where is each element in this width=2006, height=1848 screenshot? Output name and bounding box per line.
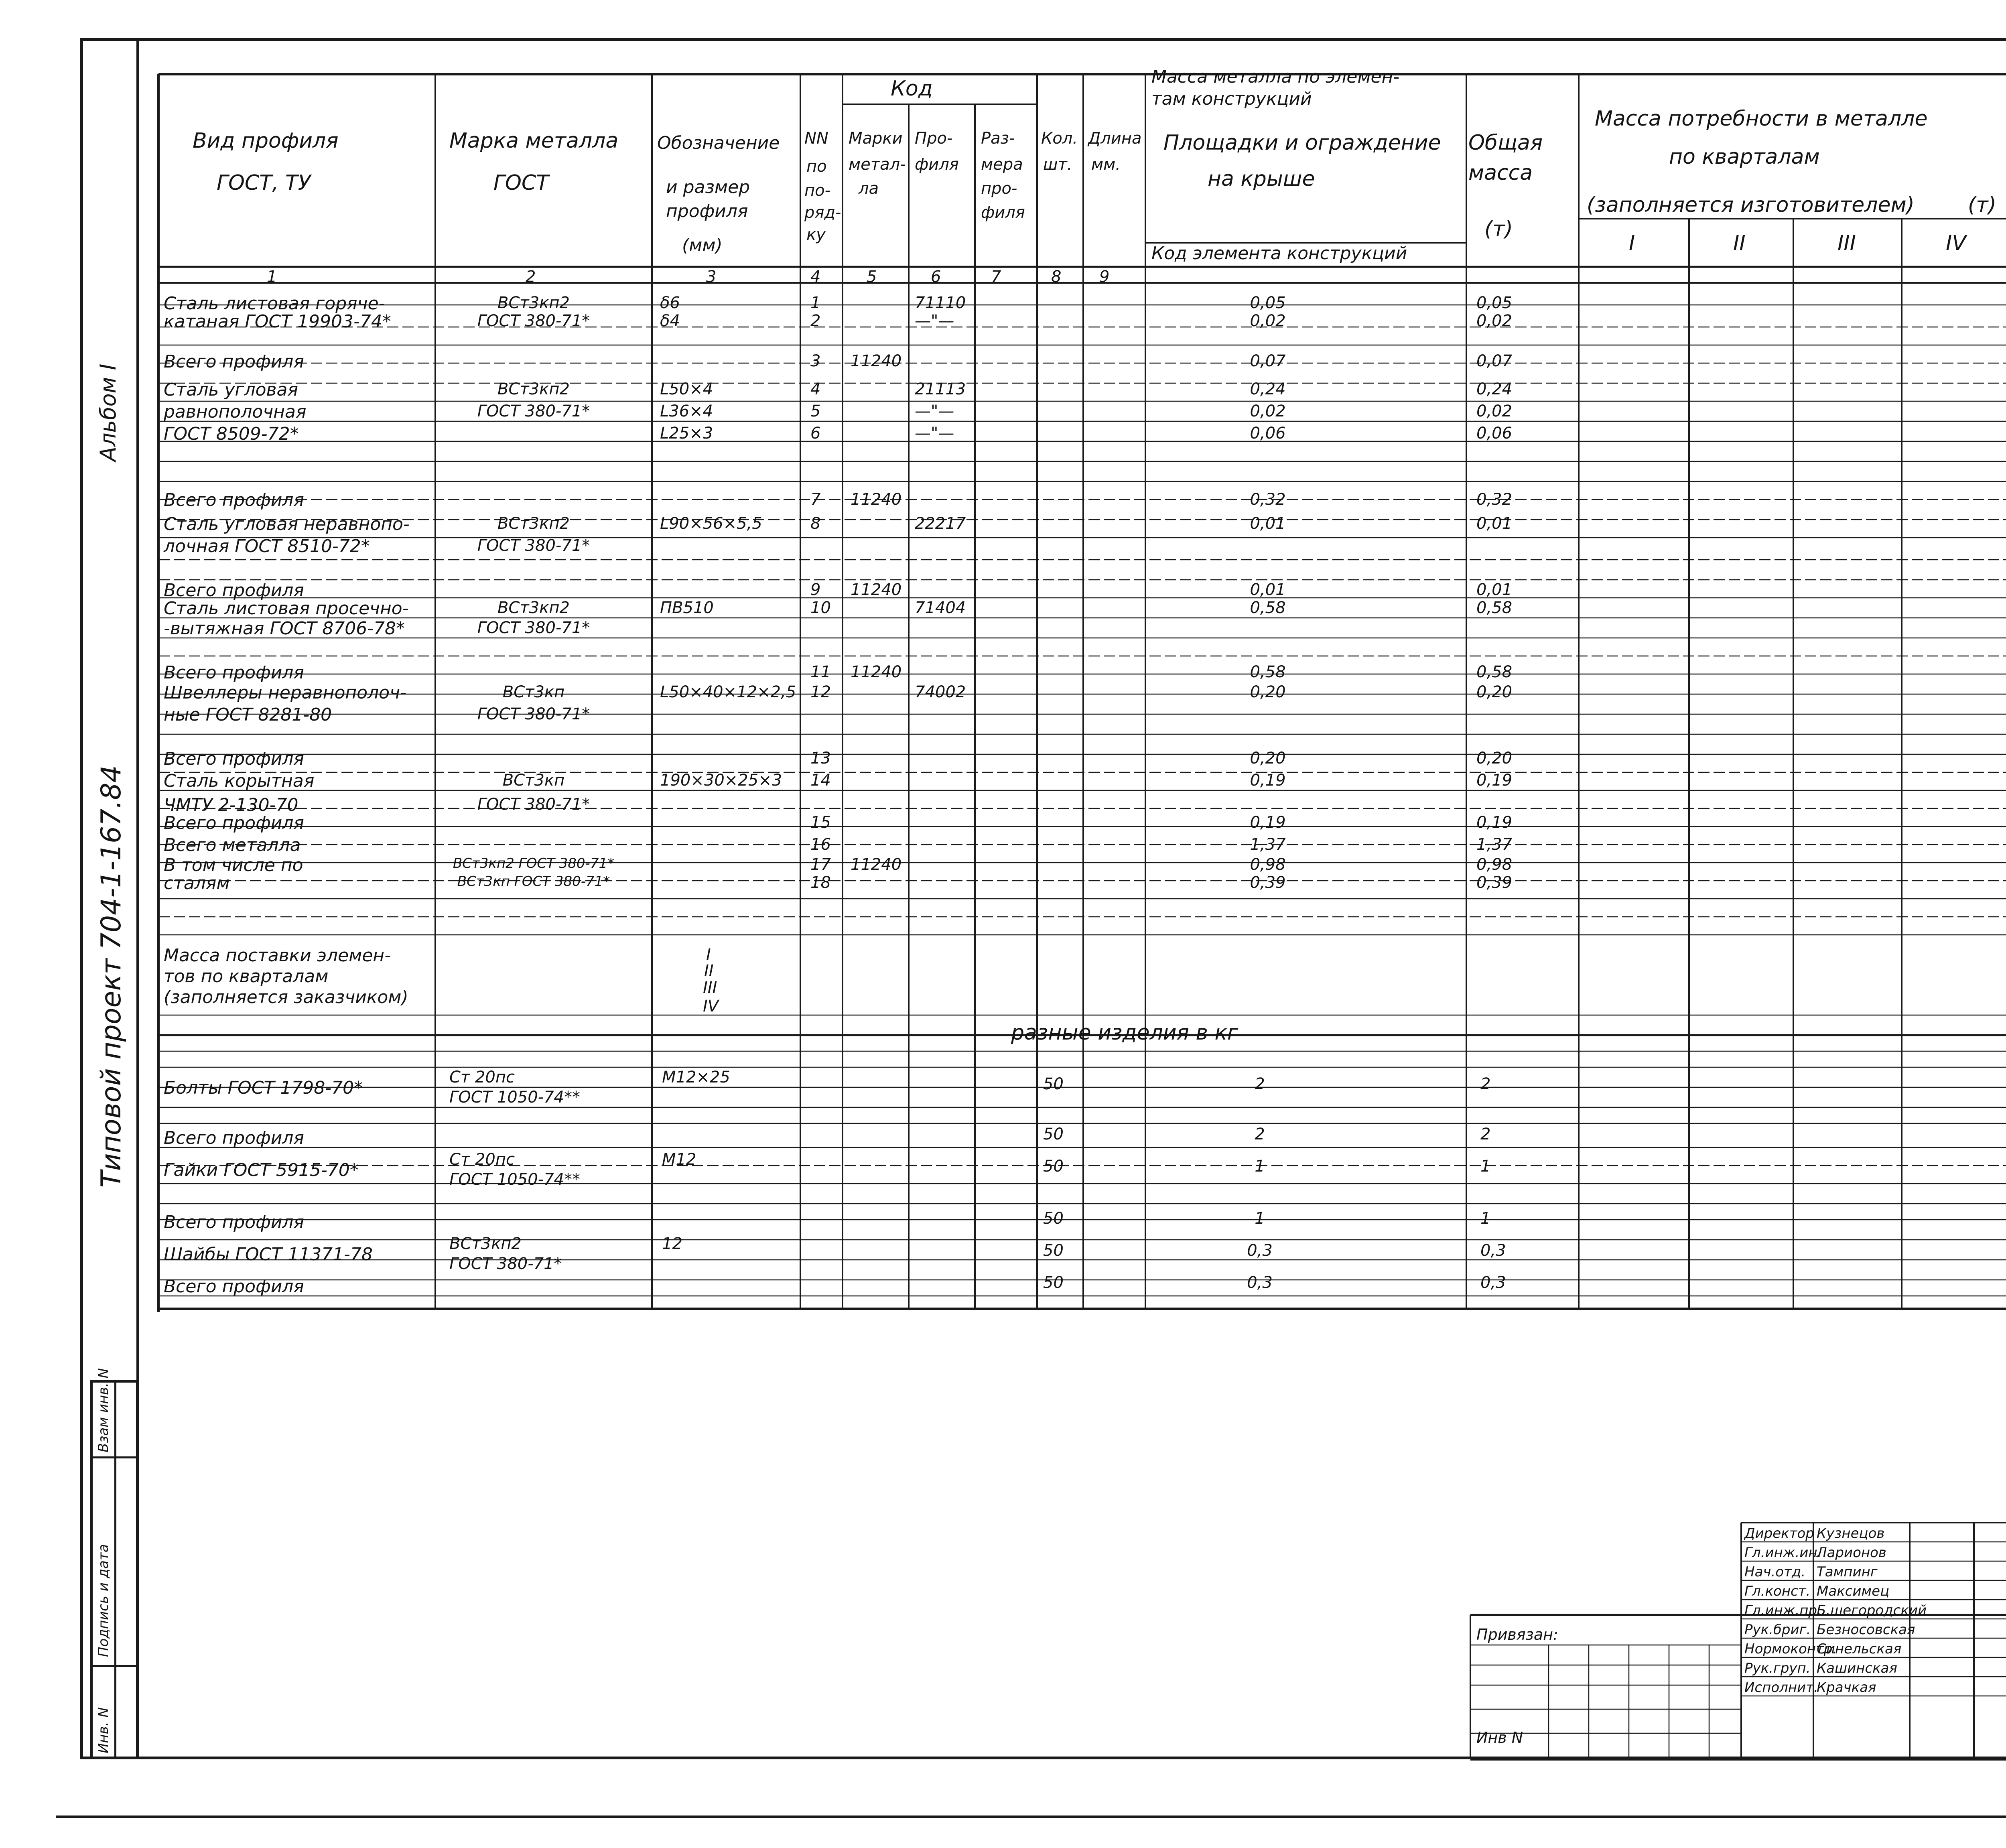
item-kol: 50 bbox=[1043, 1241, 1064, 1260]
hdr-kod-prof-1: Про- bbox=[915, 129, 953, 148]
row-marka: ГОСТ 380-71* bbox=[477, 312, 590, 330]
item-oboznachenie: М12×25 bbox=[662, 1068, 730, 1086]
row-vid: Всего профиля bbox=[164, 813, 304, 833]
staff-name: Максимец bbox=[1817, 1583, 1890, 1599]
row-marka: ГОСТ 380-71* bbox=[477, 795, 590, 814]
hdr-oboz-2: и размер bbox=[666, 177, 750, 197]
row-total: 1,37 bbox=[1476, 835, 1513, 854]
privyazan-label: Привязан: bbox=[1476, 1626, 1558, 1643]
hdr-dlina-2: мм. bbox=[1091, 155, 1121, 174]
hdr-kod-razm-4: филя bbox=[981, 203, 1025, 222]
delivery-q1: I bbox=[706, 946, 711, 964]
row-oboznachenie: δ6 bbox=[660, 294, 680, 312]
colnum-8: 8 bbox=[1051, 268, 1062, 286]
item-kol: 50 bbox=[1043, 1157, 1064, 1176]
row-total: 0,20 bbox=[1476, 683, 1513, 701]
staff-name: Б.шегородский bbox=[1817, 1602, 1927, 1619]
hdr-marka-1: Марка металла bbox=[449, 129, 619, 153]
hdr-nn-4: ряд- bbox=[804, 203, 841, 222]
row-kod-marki: 11240 bbox=[851, 490, 902, 509]
hdr-nn-5: ку bbox=[806, 225, 826, 244]
row-mass: 0,06 bbox=[1250, 424, 1286, 443]
razn-izdeliya-heading: разные изделия в кг bbox=[1011, 1021, 1239, 1045]
row-vid: Швеллеры неравнополоч- bbox=[164, 682, 406, 703]
row-marka: ВСт3кп2 bbox=[497, 294, 570, 312]
row-marka: ГОСТ 380-71* bbox=[477, 536, 590, 555]
row-oboznachenie: δ4 bbox=[660, 312, 680, 330]
item-vid: Болты ГОСТ 1798-70* bbox=[164, 1078, 363, 1098]
row-oboznachenie: L50×40×12×2,5 bbox=[660, 683, 796, 701]
hdr-marka-2: ГОСТ bbox=[493, 171, 549, 195]
hdr-massa-potr-2: по кварталам bbox=[1669, 145, 1820, 169]
hdr-vid-2: ГОСТ, ТУ bbox=[217, 171, 311, 195]
row-nn: 3 bbox=[810, 352, 821, 370]
hdr-kol-2: шт. bbox=[1043, 155, 1072, 174]
hdr-kod-prof-2: филя bbox=[915, 155, 959, 174]
hdr-obshaya-1: Общая bbox=[1468, 131, 1543, 155]
item-marka-gost: ГОСТ 1050-74** bbox=[449, 1088, 580, 1107]
delivery-line-1: Масса поставки элемен- bbox=[164, 945, 391, 966]
hdr-kod-razm-1: Раз- bbox=[981, 129, 1015, 148]
row-total: 0,58 bbox=[1476, 663, 1513, 681]
staff-role: Гл.инж.пр. bbox=[1744, 1602, 1821, 1619]
project-label: Типовой проект 704-1-167.84 bbox=[95, 765, 127, 1188]
row-mass: 0,02 bbox=[1250, 402, 1286, 420]
colnum-3: 3 bbox=[706, 268, 717, 286]
row-marka: ВСт3кп2 bbox=[497, 380, 570, 398]
item-marka: Ст 20пс bbox=[449, 1150, 515, 1169]
row-kod-profilya: 21113 bbox=[915, 380, 966, 398]
row-vid: Всего профиля bbox=[164, 351, 304, 372]
row-vid: Сталь угловая неравнопо- bbox=[164, 514, 410, 534]
row-nn: 15 bbox=[810, 813, 831, 832]
row-mass: 0,01 bbox=[1250, 514, 1286, 533]
row-nn: 9 bbox=[810, 581, 821, 599]
staff-name: Крачкая bbox=[1817, 1679, 1876, 1696]
row-nn: 18 bbox=[810, 873, 831, 892]
hdr-massa-el-1: Масса металла по элемен- bbox=[1151, 67, 1400, 87]
row-vid: В том числе по bbox=[164, 855, 303, 875]
item-mass: 0,3 bbox=[1247, 1241, 1273, 1260]
row-mass: 0,98 bbox=[1250, 855, 1286, 874]
item-total: 1 bbox=[1480, 1209, 1491, 1228]
hdr-q1: I bbox=[1629, 231, 1635, 255]
row-marka: ВСт3кп2 bbox=[497, 514, 570, 533]
staff-name: Кашинская bbox=[1817, 1660, 1897, 1676]
row-total: 0,01 bbox=[1476, 581, 1513, 599]
row-nn: 8 bbox=[810, 514, 821, 533]
delivery-line-3: (заполняется заказчиком) bbox=[164, 987, 408, 1007]
row-total: 0,19 bbox=[1476, 771, 1513, 790]
row-oboznachenie: L36×4 bbox=[660, 402, 713, 420]
row-vid: Сталь корытная bbox=[164, 771, 315, 791]
item-kol: 50 bbox=[1043, 1209, 1064, 1228]
row-vid: сталям bbox=[164, 873, 230, 894]
row-total: 0,19 bbox=[1476, 813, 1513, 832]
hdr-ploshadki-2: на крыше bbox=[1208, 167, 1315, 191]
row-total: 0,01 bbox=[1476, 514, 1513, 533]
staff-role: Рук.бриг. bbox=[1744, 1622, 1811, 1638]
row-vid: Сталь листовая просечно- bbox=[164, 598, 409, 619]
item-marka-gost: ГОСТ 380-71* bbox=[449, 1255, 562, 1273]
row-nn: 5 bbox=[810, 402, 821, 420]
row-mass: 0,58 bbox=[1250, 663, 1286, 681]
row-total: 0,02 bbox=[1476, 312, 1513, 330]
row-mass: 1,37 bbox=[1250, 835, 1286, 854]
staff-name: Синельская bbox=[1817, 1641, 1902, 1657]
row-kod-profilya: 71110 bbox=[915, 294, 966, 312]
row-vid: Всего металла bbox=[164, 835, 301, 855]
row-total: 0,20 bbox=[1476, 749, 1513, 768]
hdr-ploshadki-1: Площадки и ограждение bbox=[1163, 131, 1441, 155]
row-nn: 10 bbox=[810, 599, 831, 617]
staff-role: Гл.конст. bbox=[1744, 1583, 1811, 1599]
colnum-9: 9 bbox=[1099, 268, 1110, 286]
hdr-kod-razm-2: мера bbox=[981, 155, 1023, 174]
row-marka: ВСт3кп bbox=[502, 683, 565, 701]
hdr-kod-razm-3: про- bbox=[981, 179, 1017, 198]
row-nn: 2 bbox=[810, 312, 821, 330]
row-nn: 11 bbox=[810, 663, 831, 681]
item-mass: 1 bbox=[1255, 1209, 1265, 1228]
row-marka: ГОСТ 380-71* bbox=[477, 402, 590, 420]
row-oboznachenie: L25×3 bbox=[660, 424, 713, 443]
row-oboznachenie: L50×4 bbox=[660, 380, 713, 398]
stamp-inv: Инв. N bbox=[95, 1707, 112, 1753]
row-total: 0,24 bbox=[1476, 380, 1513, 398]
row-nn: 16 bbox=[810, 835, 831, 854]
row-kod-marki: 11240 bbox=[851, 581, 902, 599]
row-vid: Всего профиля bbox=[164, 749, 304, 769]
item-marka: Ст 20пс bbox=[449, 1068, 515, 1086]
row-kod-profilya: —"— bbox=[915, 424, 954, 443]
hdr-kod-marki-3: ла bbox=[859, 179, 879, 198]
row-marka: ГОСТ 380-71* bbox=[477, 705, 590, 723]
inv-label: Инв N bbox=[1476, 1729, 1523, 1746]
item-kol: 50 bbox=[1043, 1273, 1064, 1292]
item-oboznachenie: М12 bbox=[662, 1150, 696, 1169]
delivery-q3: III bbox=[703, 979, 717, 997]
stamp-replace: Взам инв. N bbox=[95, 1368, 112, 1452]
stamp-sign: Подпись и дата bbox=[95, 1544, 112, 1657]
item-total: 0,3 bbox=[1480, 1241, 1506, 1260]
hdr-q3: III bbox=[1837, 231, 1856, 255]
album-label: Альбом I bbox=[95, 364, 121, 461]
colnum-6: 6 bbox=[931, 268, 941, 286]
hdr-massa-el-2: там конструкций bbox=[1151, 89, 1312, 109]
row-mass: 0,05 bbox=[1250, 294, 1286, 312]
colnum-2: 2 bbox=[526, 268, 536, 286]
row-vid: равнополочная bbox=[164, 402, 307, 422]
delivery-line-2: тов по кварталам bbox=[164, 966, 329, 987]
row-oboznachenie: 190×30×25×3 bbox=[660, 771, 782, 790]
row-mass: 0,20 bbox=[1250, 683, 1286, 701]
row-kod-profilya: —"— bbox=[915, 402, 954, 420]
item-total: 2 bbox=[1480, 1125, 1491, 1143]
row-mass: 0,20 bbox=[1250, 749, 1286, 768]
hdr-q4: IV bbox=[1946, 231, 1966, 255]
colnum-5: 5 bbox=[867, 268, 877, 286]
staff-name: Ларионов bbox=[1817, 1545, 1886, 1561]
row-total: 0,06 bbox=[1476, 424, 1513, 443]
row-mass: 0,24 bbox=[1250, 380, 1286, 398]
row-vid: ГОСТ 8509-72* bbox=[164, 424, 299, 444]
row-nn: 7 bbox=[810, 490, 821, 509]
item-marka-gost: ГОСТ 1050-74** bbox=[449, 1170, 580, 1189]
row-mass: 0,19 bbox=[1250, 813, 1286, 832]
row-vid: Сталь листовая горяче- bbox=[164, 293, 385, 314]
hdr-massa-potr-3: (заполняется изготовителем) bbox=[1587, 193, 1915, 217]
row-total: 0,39 bbox=[1476, 873, 1513, 892]
hdr-oboz-1: Обозначение bbox=[657, 133, 780, 153]
item-oboznachenie: 12 bbox=[662, 1235, 682, 1253]
item-mass: 2 bbox=[1255, 1125, 1265, 1143]
row-total: 0,98 bbox=[1476, 855, 1513, 874]
row-nn: 13 bbox=[810, 749, 831, 768]
row-total: 0,05 bbox=[1476, 294, 1513, 312]
row-total: 0,07 bbox=[1476, 352, 1513, 370]
row-mass: 0,07 bbox=[1250, 352, 1286, 370]
row-vid: ные ГОСТ 8281-80 bbox=[164, 705, 332, 725]
row-marka: ГОСТ 380-71* bbox=[477, 619, 590, 637]
item-total: 0,3 bbox=[1480, 1273, 1506, 1292]
delivery-q2: II bbox=[704, 962, 714, 980]
row-mass: 0,39 bbox=[1250, 873, 1286, 892]
row-mass: 0,02 bbox=[1250, 312, 1286, 330]
staff-role: Директор bbox=[1744, 1525, 1814, 1541]
row-nn: 17 bbox=[810, 855, 831, 874]
hdr-kol-1: Кол. bbox=[1041, 129, 1078, 148]
row-nn: 14 bbox=[810, 771, 831, 790]
row-total: 0,02 bbox=[1476, 402, 1513, 420]
hdr-massa-potr-1: Масса потребности в металле bbox=[1595, 107, 1928, 131]
row-kod-marki: 11240 bbox=[851, 855, 902, 874]
row-vid: Сталь угловая bbox=[164, 380, 298, 400]
row-mass: 0,32 bbox=[1250, 490, 1286, 509]
row-mass: 0,01 bbox=[1250, 581, 1286, 599]
row-vid: -вытяжная ГОСТ 8706-78* bbox=[164, 618, 405, 639]
hdr-oboz-4: (мм) bbox=[682, 235, 723, 256]
delivery-q4: IV bbox=[703, 997, 719, 1015]
hdr-vid-1: Вид профиля bbox=[193, 129, 339, 153]
colnum-7: 7 bbox=[991, 268, 1001, 286]
item-total: 2 bbox=[1480, 1075, 1491, 1093]
staff-role: Нач.отд. bbox=[1744, 1564, 1806, 1580]
staff-name: Кузнецов bbox=[1817, 1525, 1885, 1541]
row-nn: 1 bbox=[810, 294, 821, 312]
colnum-1: 1 bbox=[267, 268, 277, 286]
hdr-massa-potr-4: (т) bbox=[1968, 193, 1996, 217]
item-vid: Всего профиля bbox=[164, 1276, 304, 1297]
row-vid: катаная ГОСТ 19903-74* bbox=[164, 311, 391, 332]
row-vid: Всего профиля bbox=[164, 662, 304, 683]
staff-name: Тампинг bbox=[1817, 1564, 1878, 1580]
item-vid: Шайбы ГОСТ 11371-78 bbox=[164, 1244, 373, 1265]
row-kod-profilya: —"— bbox=[915, 312, 954, 330]
row-nn: 6 bbox=[810, 424, 821, 443]
item-vid: Всего профиля bbox=[164, 1212, 304, 1233]
item-marka: ВСт3кп2 bbox=[449, 1235, 522, 1253]
hdr-kod: Код bbox=[891, 77, 933, 101]
hdr-kod-marki-1: Марки bbox=[849, 129, 903, 148]
item-mass: 0,3 bbox=[1247, 1273, 1273, 1292]
row-oboznachenie: ПВ510 bbox=[660, 599, 714, 617]
row-vid: лочная ГОСТ 8510-72* bbox=[164, 536, 370, 556]
staff-role: Рук.груп. bbox=[1744, 1660, 1811, 1676]
row-total: 0,58 bbox=[1476, 599, 1513, 617]
row-total: 0,32 bbox=[1476, 490, 1513, 509]
item-mass: 2 bbox=[1255, 1075, 1265, 1093]
staff-name: Безносовская bbox=[1817, 1622, 1915, 1638]
row-mass: 0,19 bbox=[1250, 771, 1286, 790]
row-marka: ВСт3кп ГОСТ 380-71* bbox=[457, 873, 610, 889]
item-kol: 50 bbox=[1043, 1125, 1064, 1143]
row-kod-marki: 11240 bbox=[851, 663, 902, 681]
row-kod-marki: 11240 bbox=[851, 352, 902, 370]
hdr-oboz-3: профиля bbox=[666, 201, 748, 221]
row-kod-profilya: 71404 bbox=[915, 599, 966, 617]
hdr-q2: II bbox=[1733, 231, 1746, 255]
hdr-nn-3: по- bbox=[804, 181, 831, 200]
row-marka: ВСт3кп bbox=[502, 771, 565, 790]
row-vid: Всего профиля bbox=[164, 580, 304, 601]
hdr-obshaya-2: масса bbox=[1468, 161, 1533, 185]
row-kod-profilya: 22217 bbox=[915, 514, 966, 533]
item-mass: 1 bbox=[1255, 1157, 1265, 1176]
row-vid: ЧМТУ 2-130-70 bbox=[164, 795, 298, 815]
staff-role: Гл.инж.ин. bbox=[1744, 1545, 1822, 1561]
row-marka: ВСт3кп2 bbox=[497, 599, 570, 617]
row-vid: Всего профиля bbox=[164, 490, 304, 510]
colnum-4: 4 bbox=[810, 268, 821, 286]
row-marka: ВСт3кп2 ГОСТ 380-71* bbox=[453, 855, 615, 871]
row-nn: 12 bbox=[810, 683, 831, 701]
hdr-dlina-1: Длина bbox=[1088, 129, 1142, 148]
hdr-nn-1: NN bbox=[804, 129, 828, 148]
row-kod-profilya: 74002 bbox=[915, 683, 966, 701]
row-nn: 4 bbox=[810, 380, 821, 398]
hdr-kod-marki-2: метал- bbox=[849, 155, 906, 174]
item-total: 1 bbox=[1480, 1157, 1491, 1176]
item-vid: Гайки ГОСТ 5915-70* bbox=[164, 1160, 359, 1180]
item-kol: 50 bbox=[1043, 1075, 1064, 1093]
hdr-nn-2: по bbox=[806, 157, 827, 176]
staff-role: Исполнит. bbox=[1744, 1679, 1818, 1696]
item-vid: Всего профиля bbox=[164, 1128, 304, 1148]
row-mass: 0,58 bbox=[1250, 599, 1286, 617]
staff-role: Нормоконтр. bbox=[1744, 1641, 1837, 1657]
hdr-obshaya-3: (т) bbox=[1484, 217, 1513, 241]
hdr-kod-el: Код элемента конструкций bbox=[1151, 243, 1407, 264]
row-oboznachenie: L90×56×5,5 bbox=[660, 514, 762, 533]
